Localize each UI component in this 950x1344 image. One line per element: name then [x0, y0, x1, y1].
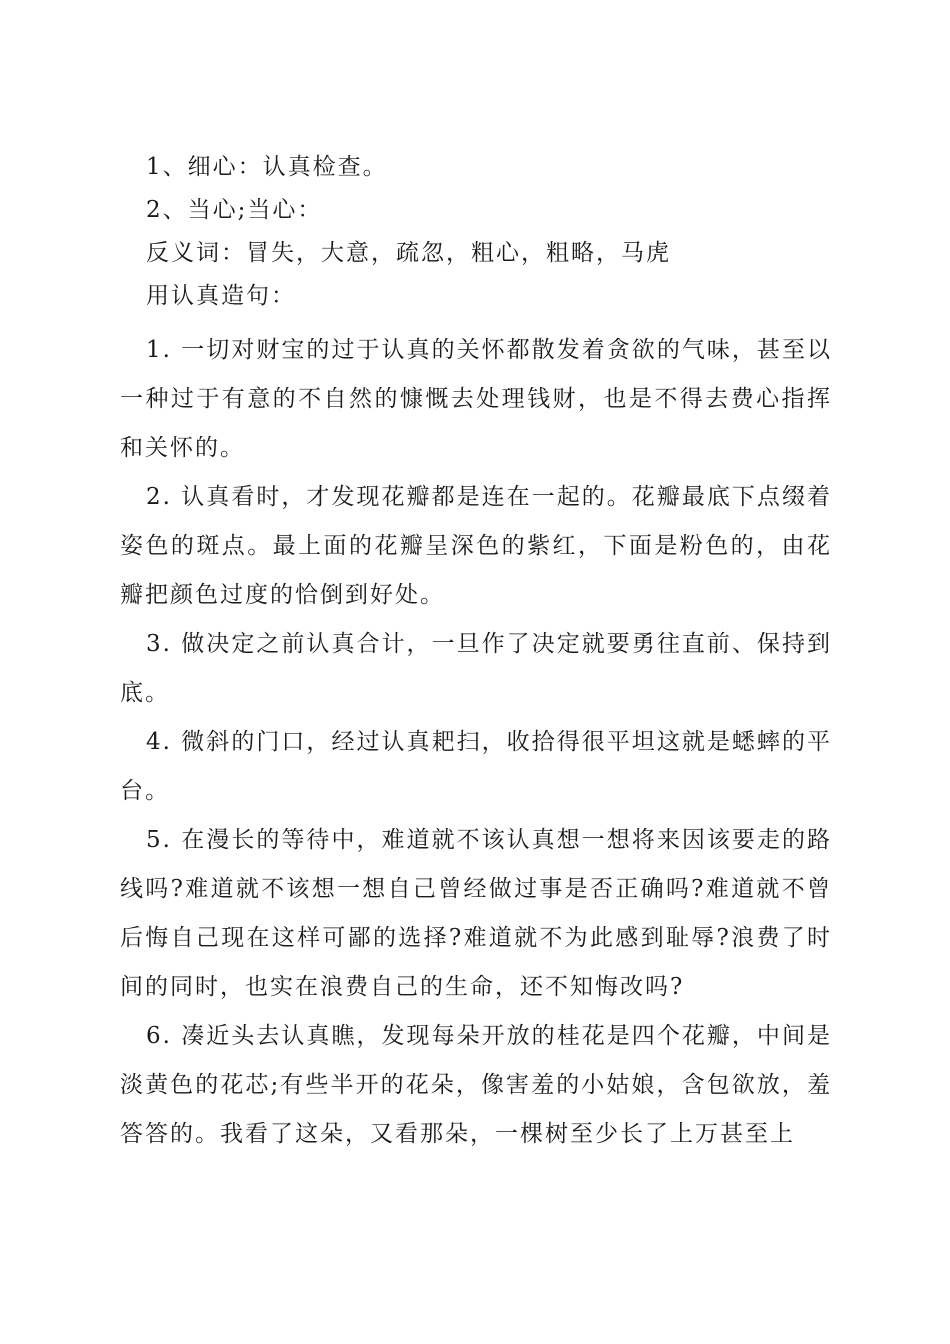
definition-line-2: 2、当心;当心： [146, 197, 323, 223]
example-sentences-heading: 用认真造句： [146, 283, 296, 309]
antonyms-line: 反义词：冒失，大意，疏忽，粗心，粗略，马虎 [146, 240, 671, 266]
document-body [120, 146, 832, 1159]
example-sentence-5: 5. 在漫长的等待中，难道就不该认真想一想将来因该要走的路线吗?难道就不该想一想自己曾经做过事是否正确吗?难道就不曾后悔自己现在这样可鄙的选择?难道就不为此感到耻辱?浪费了时间的同时，也实在浪费自己的生命，还不知悔改吗? [120, 827, 832, 1000]
example-sentence-4: 4. 微斜的门口，经过认真耙扫，收拾得很平坦这就是蟋蟀的平台。 [120, 729, 832, 804]
definition-line-1: 1、细心：认真检查。 [146, 154, 388, 180]
example-sentence-2: 2. 认真看时，才发现花瓣都是连在一起的。花瓣最底下点缀着姿色的斑点。最上面的花瓣呈深色的紫红，下面是粉色的，由花瓣把颜色过度的恰倒到好处。 [120, 484, 832, 608]
example-sentence-6: 6. 凑近头去认真瞧，发现每朵开放的桂花是四个花瓣，中间是淡黄色的花芯;有些半开的花朵，像害羞的小姑娘，含包欲放，羞答答的。我看了这朵，又看那朵，一棵树至少长了上万甚至上 [120, 1023, 832, 1147]
example-sentence-3: 3. 做决定之前认真合计，一旦作了决定就要勇往直前、保持到底。 [120, 631, 832, 706]
example-sentence-1: 1. 一切对财宝的过于认真的关怀都散发着贪欲的气味，甚至以一种过于有意的不自然的慷慨去处理钱财，也是不得去费心指挥和关怀的。 [120, 337, 832, 461]
